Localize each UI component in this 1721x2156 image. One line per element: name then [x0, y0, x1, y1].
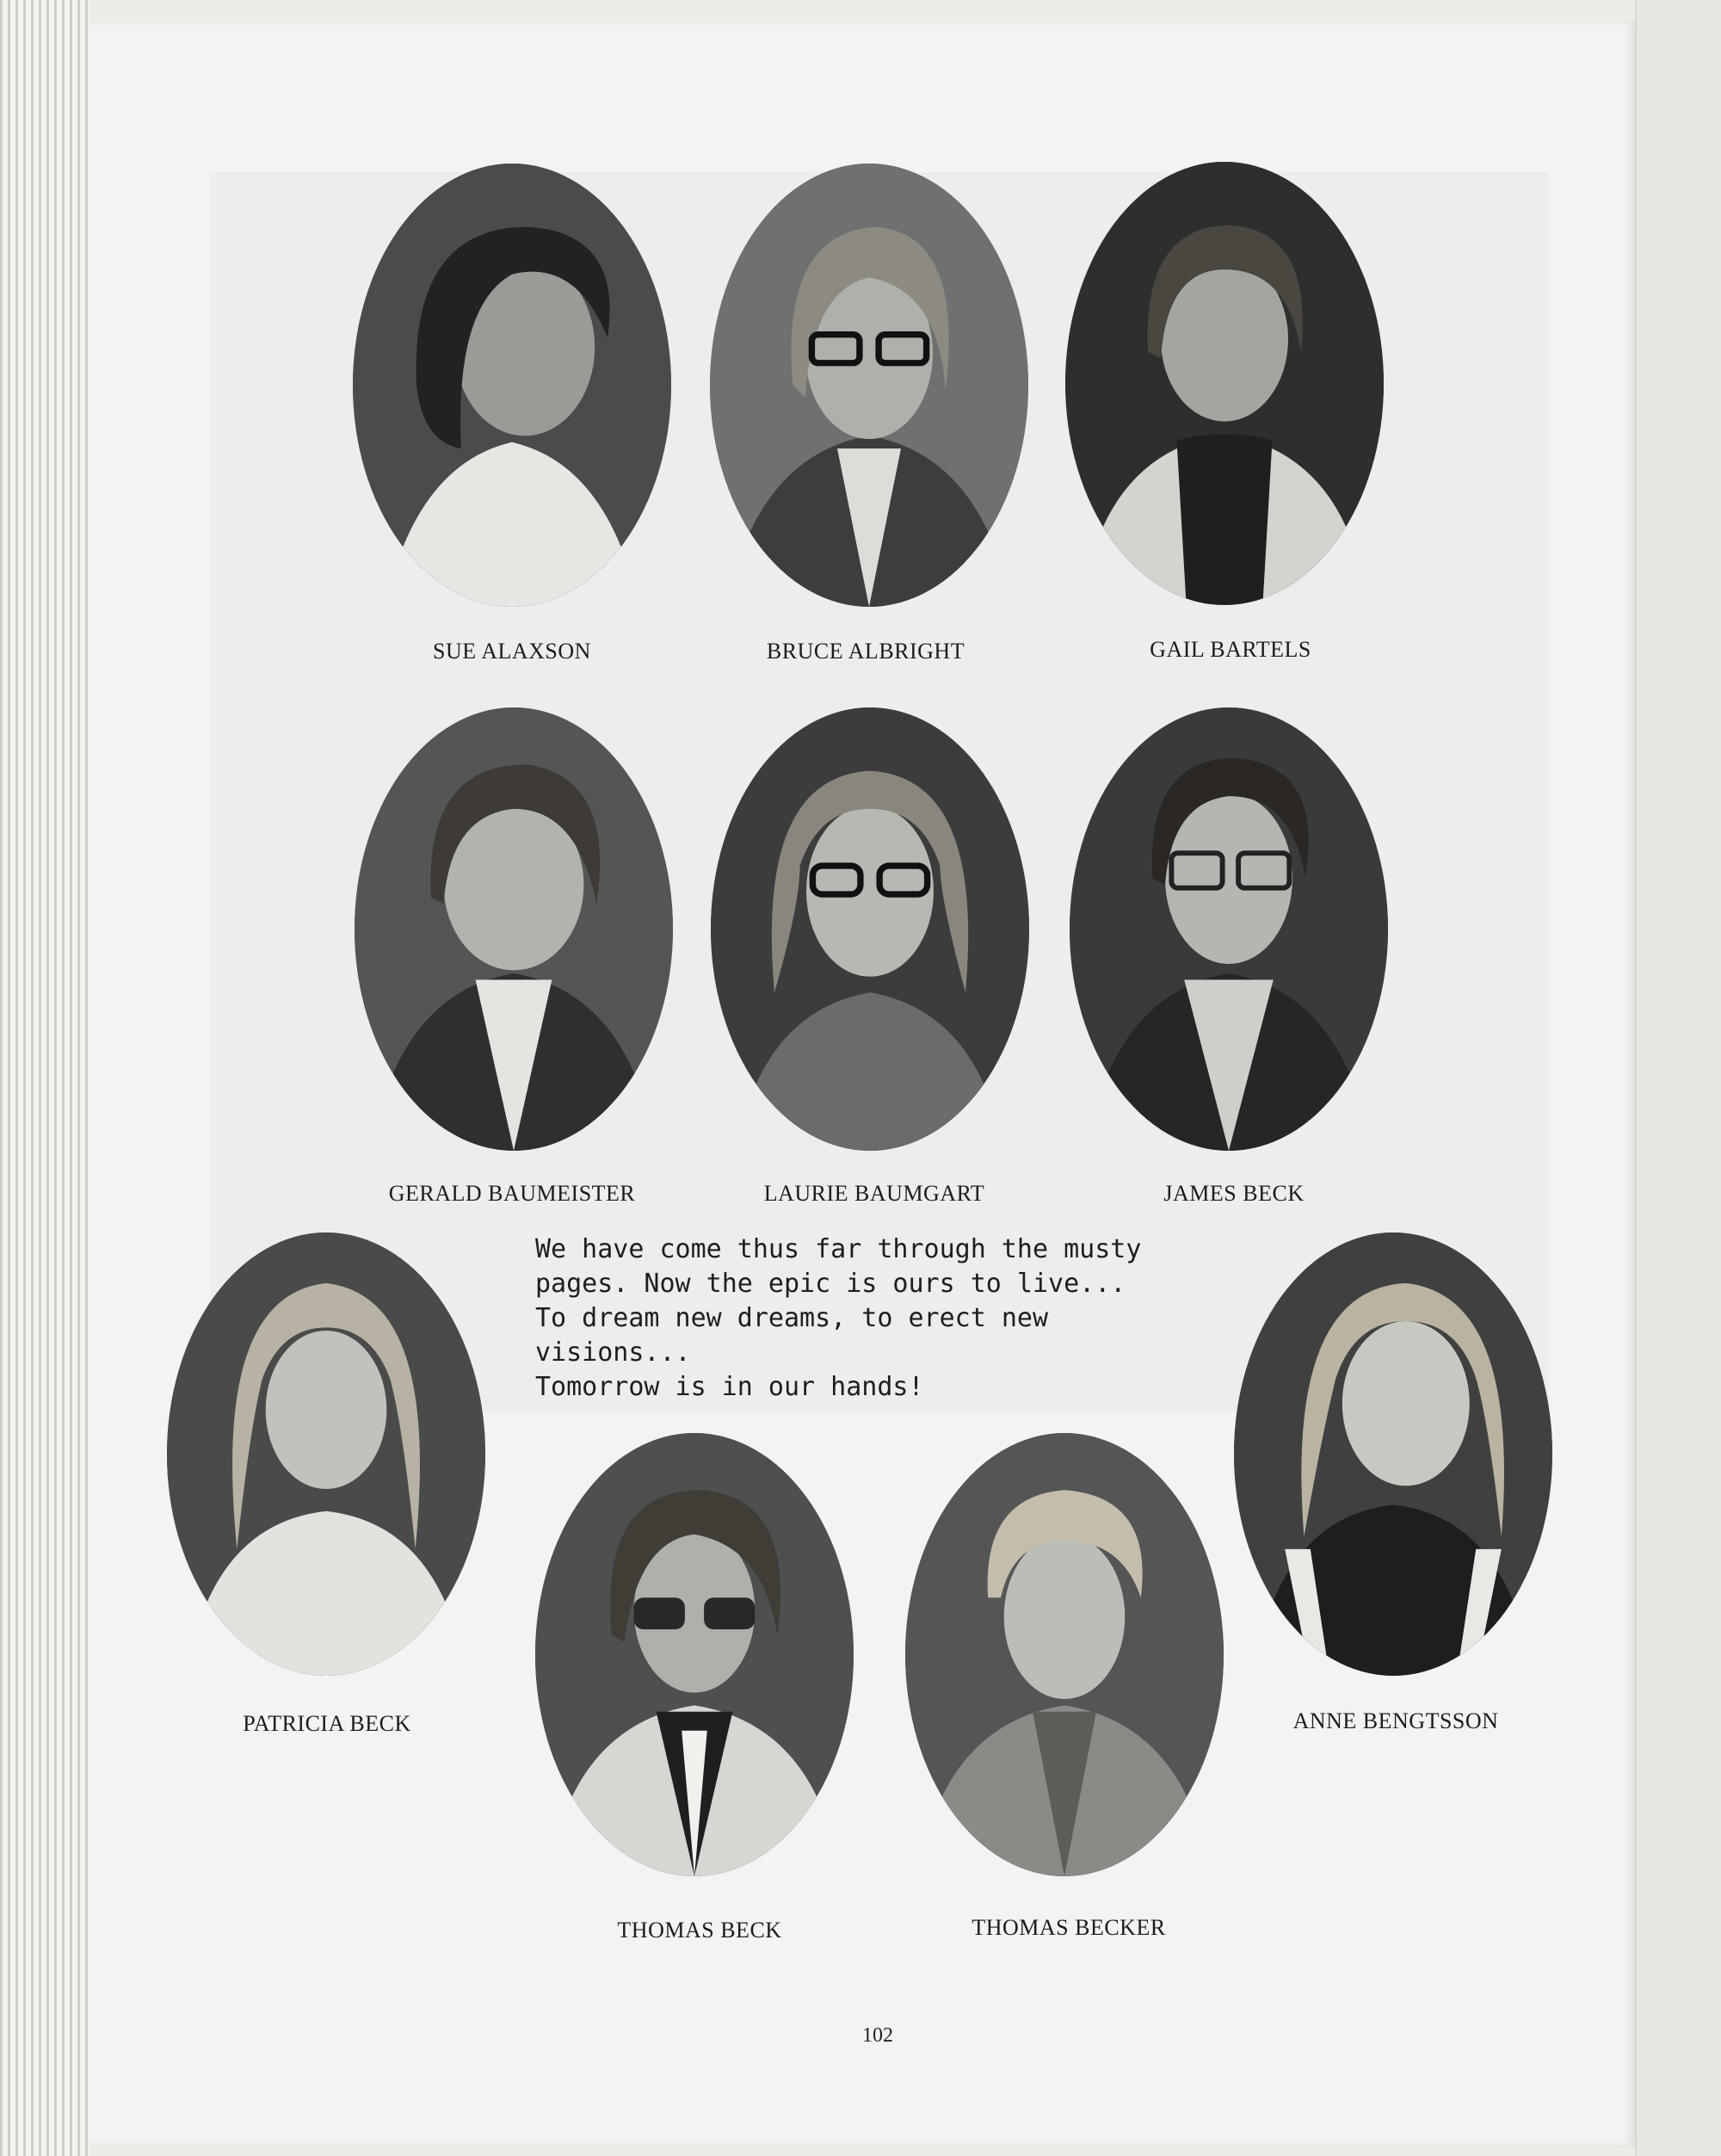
- portrait-sue-alaxson: [353, 164, 671, 607]
- student-name: THOMAS BECK: [617, 1918, 782, 1943]
- student-name: BRUCE ALBRIGHT: [766, 639, 965, 664]
- student-name: SUE ALAXSON: [433, 639, 591, 664]
- student-name: ANNE BENGTSSON: [1292, 1708, 1499, 1733]
- poem-line: To dream new dreams, to erect new: [535, 1303, 1049, 1333]
- portrait-patricia-beck: [167, 1232, 485, 1676]
- portrait-anne-bengtsson: [1234, 1232, 1552, 1676]
- portrait-james-beck: [1070, 707, 1388, 1151]
- poem-line: pages. Now the epic is ours to live...: [535, 1269, 1126, 1299]
- page-number: 102: [862, 2024, 893, 2047]
- portrait-gerald-baumeister: [355, 707, 673, 1151]
- student-name: LAURIE BAUMGART: [763, 1181, 985, 1206]
- poem-line: Tomorrow is in our hands!: [535, 1372, 924, 1402]
- student-name: JAMES BECK: [1163, 1181, 1305, 1206]
- poem-line: We have come thus far through the musty: [535, 1234, 1142, 1264]
- poem-text: [535, 1232, 1189, 1405]
- portrait-thomas-becker: [905, 1433, 1224, 1876]
- portrait-thomas-beck: [535, 1433, 854, 1876]
- facing-page-edge: [1635, 0, 1721, 2156]
- student-name: THOMAS BECKER: [972, 1915, 1166, 1940]
- poem-line: visions...: [535, 1337, 691, 1368]
- student-name: GAIL BARTELS: [1150, 637, 1311, 662]
- portrait-gail-bartels: [1065, 162, 1384, 605]
- portrait-bruce-albright: [710, 164, 1028, 607]
- book-binding: [0, 0, 89, 2156]
- student-name: GERALD BAUMEISTER: [388, 1181, 636, 1206]
- student-name: PATRICIA BECK: [243, 1711, 411, 1736]
- portrait-laurie-baumgart: [711, 707, 1029, 1151]
